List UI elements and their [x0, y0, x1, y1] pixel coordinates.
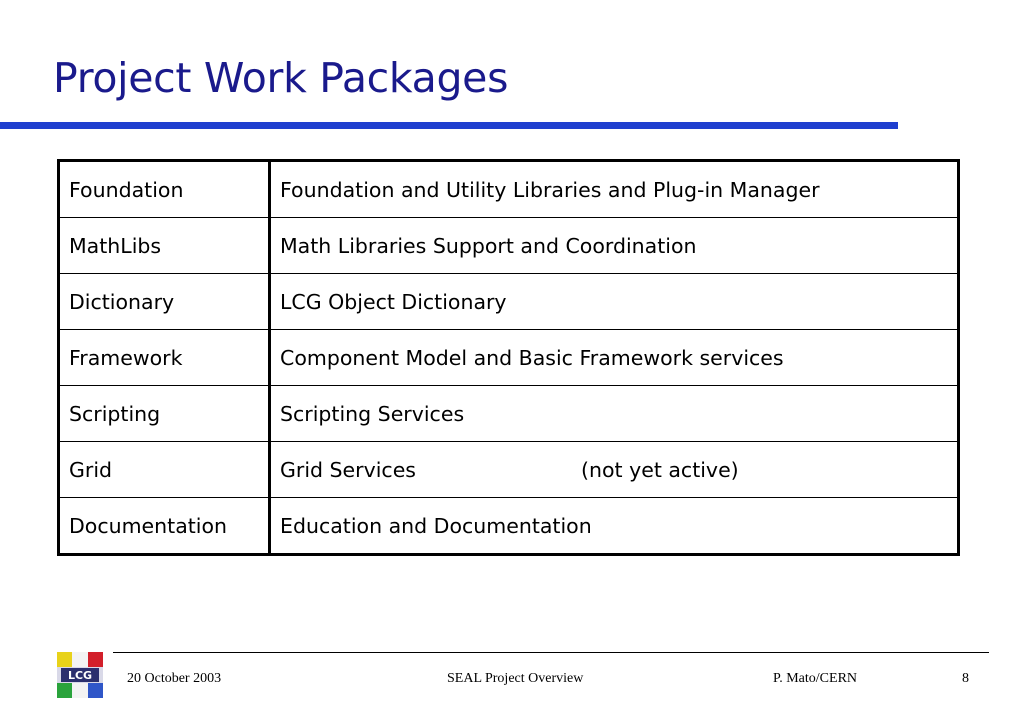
- package-description-cell: [270, 442, 959, 498]
- footer-divider: [113, 652, 989, 653]
- slide-title: Project Work Packages: [53, 54, 509, 102]
- table-row: [59, 442, 959, 498]
- package-description-cell: [270, 498, 959, 555]
- page-number: 8: [962, 671, 969, 686]
- table-row: [59, 218, 959, 274]
- package-description-cell: [270, 274, 959, 330]
- package-description-cell: [270, 161, 959, 218]
- package-status-note: (not yet active): [580, 457, 739, 482]
- table-row: [59, 498, 959, 555]
- package-name: Dictionary: [59, 274, 270, 330]
- table-row: [59, 386, 959, 442]
- lcg-logo-text: LCG: [67, 669, 93, 682]
- package-name: Grid: [59, 442, 270, 498]
- package-description-cell: [270, 218, 959, 274]
- footer-date: 20 October 2003: [127, 671, 222, 686]
- package-description: Foundation and Utility Libraries and Plug-in Manager: [280, 177, 820, 202]
- package-description: Math Libraries Support and Coordination: [280, 233, 697, 258]
- lcg-logo: [57, 652, 103, 698]
- table-row: [59, 274, 959, 330]
- package-description: Education and Documentation: [280, 513, 592, 538]
- package-name: Framework: [59, 330, 270, 386]
- package-name: MathLibs: [59, 218, 270, 274]
- table-row: [59, 161, 959, 218]
- package-description: LCG Object Dictionary: [280, 289, 507, 314]
- package-name: Scripting: [59, 386, 270, 442]
- package-description: Component Model and Basic Framework services: [280, 345, 784, 370]
- package-name: Foundation: [59, 161, 270, 218]
- package-name: Documentation: [59, 498, 270, 555]
- package-description-cell: [270, 330, 959, 386]
- footer-author: P. Mato/CERN: [773, 671, 858, 686]
- title-underline: [0, 122, 898, 129]
- package-description: Scripting Services: [280, 401, 465, 426]
- package-description: Grid Services: [280, 457, 416, 482]
- table-row: [59, 330, 959, 386]
- package-description-cell: [270, 386, 959, 442]
- footer-presentation-title: SEAL Project Overview: [447, 671, 584, 686]
- work-packages-table: [57, 159, 960, 556]
